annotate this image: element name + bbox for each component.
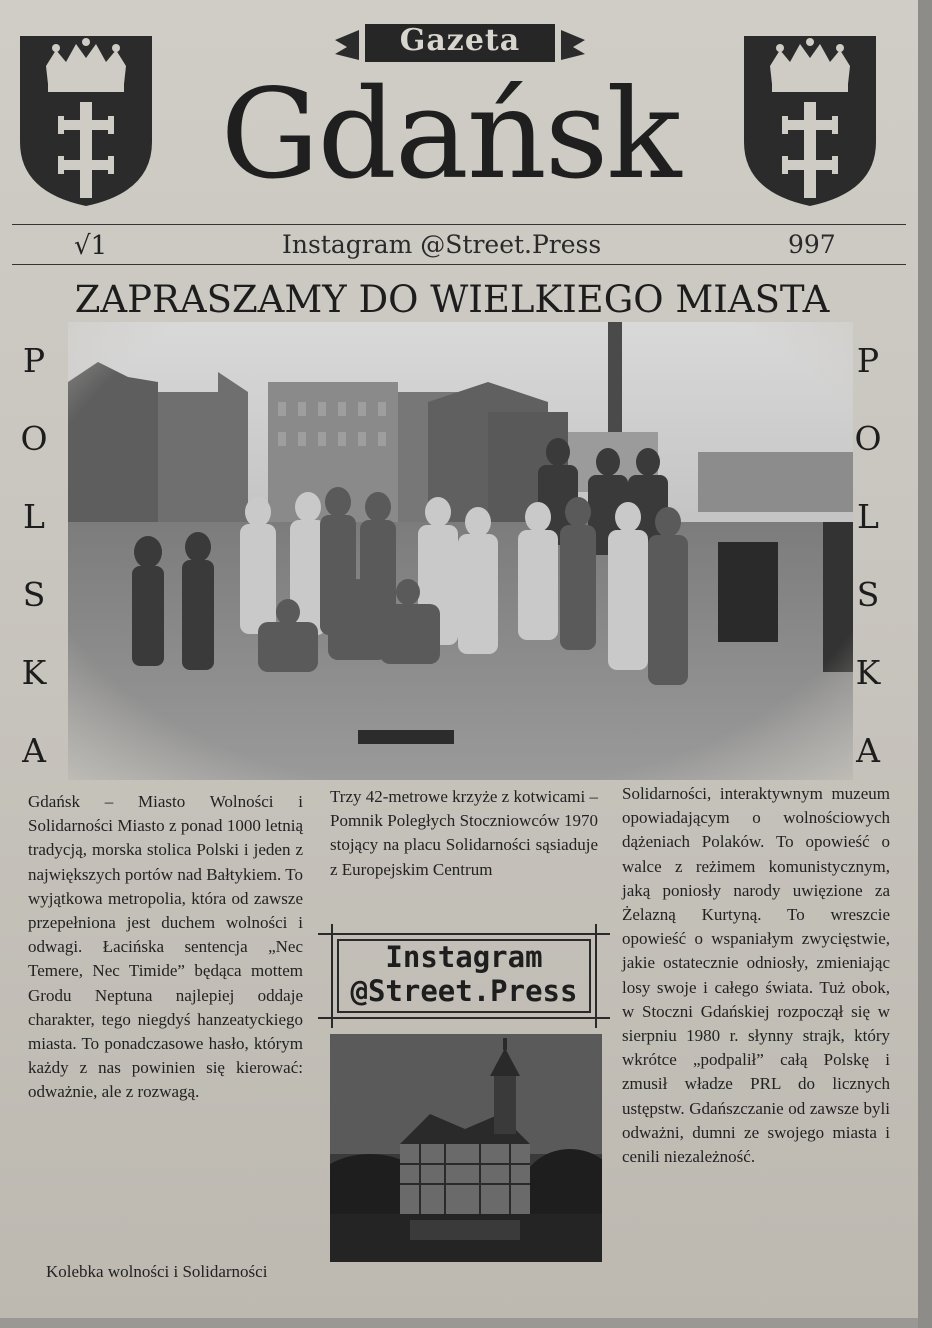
vertical-letter: A [856, 731, 880, 770]
vertical-word-left [14, 322, 54, 790]
gdansk-coat-of-arms-icon [12, 32, 160, 210]
vertical-letter: K [855, 653, 881, 692]
vertical-letter: K [21, 653, 47, 692]
article-text: Trzy 42-metrowe krzyże z kotwicami – Pomnik Poległych Stoczniowców 1970 stojący na placu Solidarności sąsiaduje z Europejskim Centrum [330, 787, 598, 879]
instagram-handle: Instagram @Street.Press [282, 230, 602, 259]
ribbon-label: Gazeta [399, 23, 521, 58]
article-subheading: Kolebka wolności i Solidarności [46, 1262, 268, 1281]
article-text: Solidarności, interaktywnym muzeum opowiadającym o wolnościowych dążeniach Polaków. To opowieść o walce z reżimem komunistycznym, jaką poniosły narody uwięzione za Żelazną Kurtyną. To wreszcie opowieść o wspaniałym zwycięstwie, jakie ostatecznie odniosły, zmieniając losy swoje i całego świata. Tuż obok, w Stoczni Gdańskiej rozpoczął się w sierpniu 1980 r. słynny strajk, który wkrótce „podpalił” całą Polskę i zmusił władze PRL do licznych ustępstw. Gdańszczanie od zawsze byli odważni, dumni ze swojego miasta i cenili niezależność. [622, 784, 890, 1167]
vertical-letter: P [22, 341, 46, 380]
divider [12, 264, 906, 265]
article-text: Gdańsk – Miasto Wolności i Solidarności Miasto z ponad 1000 letnią tradycją, morska stolica Polski i jeden z największych portów nad Bałtykiem. To wyjątkowa metropolia, która od zawsze przepełniona jest duchem wolności i odwagi. Łacińska sentencja „Nec Temere, Nec Timide” będąca mottem Grodu Neptuna najlepiej oddaje charakter, tego niegdyś hanzeatyckiego miasta. To ponadczasowe hasło, którym każdy z nas powinien się kierować: odważnie, ale z rozwagą. [28, 792, 303, 1102]
masthead-title: Gdańsk [220, 63, 680, 207]
vertical-letter: O [20, 419, 48, 458]
article-column-1 [28, 790, 303, 1105]
vertical-letter: A [22, 731, 46, 770]
article-column-2 [330, 785, 598, 882]
vertical-letter: L [23, 497, 45, 536]
background-edge [918, 0, 932, 1328]
vertical-letter: S [856, 575, 880, 614]
vertical-letter: P [856, 341, 880, 380]
group-photo [68, 322, 853, 780]
vertical-letter: L [857, 497, 879, 536]
promo-text [318, 940, 610, 1008]
castle-photo [330, 1034, 602, 1262]
article-column-3 [622, 782, 890, 1169]
vertical-letter: S [22, 575, 46, 614]
vertical-letter: O [854, 419, 882, 458]
gdansk-coat-of-arms-icon [736, 32, 884, 210]
promo-line-2: @Street.Press [350, 974, 578, 1008]
vertical-word-right [848, 322, 888, 790]
issue-mark: √1 [74, 231, 108, 261]
headline: ZAPRASZAMY DO WIELKIEGO MIASTA [74, 278, 830, 321]
promo-line-1: Instagram [385, 940, 543, 974]
issue-number: 997 [788, 230, 836, 259]
divider [12, 224, 906, 225]
